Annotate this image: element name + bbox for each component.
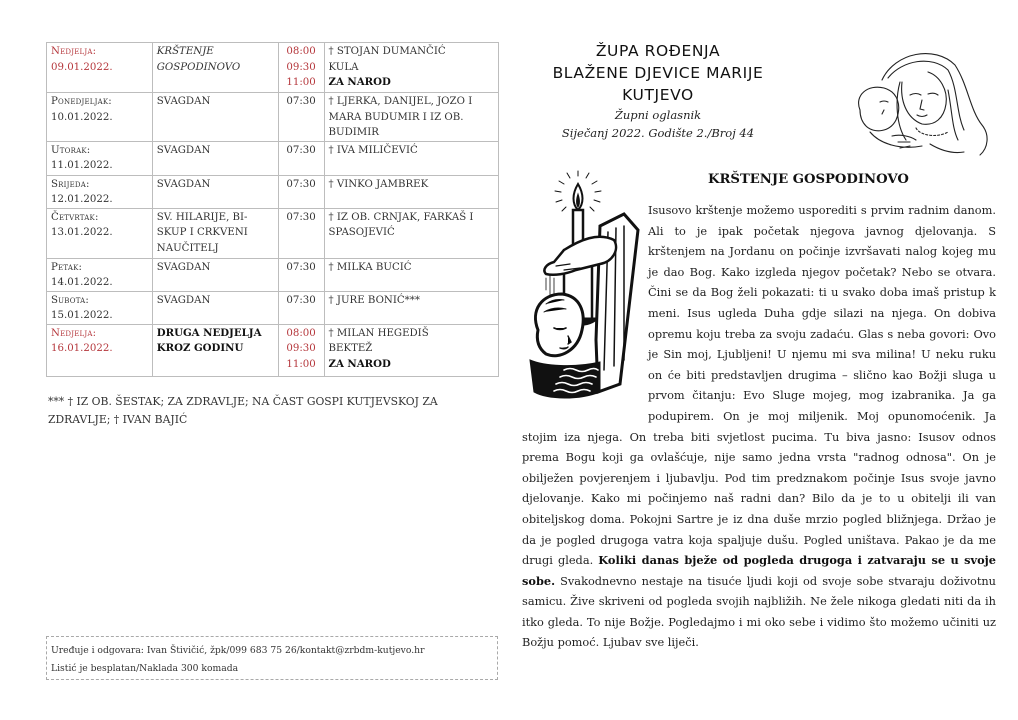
- feast-cell: [152, 291, 278, 324]
- intention-cell: [324, 324, 498, 376]
- feast-cell: [152, 43, 278, 93]
- mass-intention: BEKTEŽ: [328, 343, 373, 354]
- mass-intention: KULA: [328, 61, 359, 73]
- day-name: Subota:: [51, 294, 90, 306]
- schedule-row: [47, 324, 499, 376]
- mass-time: 11:00: [286, 358, 316, 370]
- time-cell: [278, 175, 324, 208]
- time-cell: [278, 141, 324, 175]
- day-name: Četvrtak:: [51, 211, 99, 223]
- imprint-box: [46, 636, 498, 680]
- intention-cell: [324, 141, 498, 175]
- schedule-row: [47, 175, 499, 208]
- day-date: 09.01.2022.: [51, 61, 113, 73]
- schedule-row: [47, 141, 499, 175]
- time-cell: [278, 208, 324, 258]
- day-cell: [47, 291, 153, 324]
- mass-time: 08:00: [286, 327, 316, 339]
- feast-line: SV. HILARIJE, BI-: [156, 211, 248, 223]
- feast-cell: [152, 141, 278, 175]
- feast-line: GOSPODINOVO: [156, 61, 241, 73]
- feast-line: SVAGDAN: [156, 144, 211, 156]
- day-cell: [47, 141, 153, 175]
- mass-intention: † MILAN HEGEDIŠ: [328, 327, 429, 339]
- mass-intention: † IVA MILIČEVIĆ: [328, 144, 418, 156]
- parish-name-line-2: BLAŽENE DJEVICE MARIJE: [552, 64, 764, 82]
- feast-line: SKUP I CRKVENI: [156, 227, 248, 238]
- day-date: 14.01.2022.: [51, 277, 113, 288]
- mass-intention: † IZ OB. CRNJAK, FARKAŠ I: [328, 211, 474, 223]
- feast-line: NAUČITELJ: [156, 242, 219, 254]
- mass-intention: † JURE BONIĆ***: [328, 294, 420, 306]
- feast-line: SVAGDAN: [156, 96, 211, 107]
- day-date: 10.01.2022.: [51, 111, 113, 123]
- mass-time: 07:30: [286, 294, 316, 306]
- mass-time: 07:30: [286, 261, 316, 273]
- day-name: Nedjelja:: [51, 46, 97, 57]
- mass-intention: † MILKA BUCIĆ: [328, 261, 412, 273]
- feast-line: SVAGDAN: [156, 261, 211, 273]
- schedule-row: [47, 93, 499, 142]
- feast-line: KROZ GODINU: [156, 342, 244, 354]
- mass-time: 07:30: [286, 211, 316, 223]
- day-date: 15.01.2022.: [51, 310, 113, 321]
- parish-name-line-1: ŽUPA ROĐENJA: [595, 42, 721, 60]
- mass-time: 09:30: [286, 61, 316, 73]
- mass-schedule-table: [46, 42, 499, 377]
- mass-time: 08:00: [286, 46, 316, 57]
- mass-intention: MARA BUDUMIR I IZ OB.: [328, 111, 464, 123]
- mass-intention: † VINKO JAMBREK: [328, 178, 429, 190]
- article-text-part-2: Svakodnevno nestaje na tisuće ljudi koji od svoje sobe stvaraju doživotnu samicu. Žive skriveni od pogleda svojih najbližih. Ne žele nikoga gledati niti da ih itko gleda. To nije Božje. Pogledajmo i mi oko sebe i vidimo što možemo učiniti uz Božju pomoć. Ljubav sve liječi.: [522, 573, 996, 650]
- schedule-row: [47, 291, 499, 324]
- bulletin-subtitle: Župni oglasnik: [614, 108, 702, 122]
- footnote: *** † IZ OB. ŠESTAK; ZA ZDRAVLJE; NA ČAST GOSPI KUTJEVSKOJ ZA ZDRAVLJE; † IVAN BAJIĆ: [48, 395, 438, 426]
- intention-cell: [324, 93, 498, 142]
- mass-intention: ZA NAROD: [328, 76, 391, 88]
- day-date: 11.01.2022.: [51, 160, 113, 171]
- schedule-row: [47, 43, 499, 93]
- time-cell: [278, 258, 324, 291]
- feast-cell: [152, 208, 278, 258]
- illustration-wrap-space: [522, 200, 648, 406]
- intention-cell: [324, 291, 498, 324]
- mass-intention: † STOJAN DUMANČIĆ: [328, 46, 446, 57]
- time-cell: [278, 291, 324, 324]
- day-cell: [47, 208, 153, 258]
- mass-intention: ZA NAROD: [328, 357, 391, 370]
- article-title: KRŠTENJE GOSPODINOVO: [708, 172, 909, 187]
- mass-intention: BUDIMIR: [328, 127, 379, 138]
- day-cell: [47, 43, 153, 93]
- schedule-row: [47, 258, 499, 291]
- day-cell: [47, 258, 153, 291]
- day-name: Ponedjeljak:: [51, 96, 112, 107]
- feast-line: DRUGA NEDJELJA: [156, 326, 262, 339]
- parish-name-line-3: KUTJEVO: [622, 86, 694, 104]
- feast-cell: [152, 175, 278, 208]
- imprint-print-run-line: Listić je besplatan/Naklada 300 komada: [51, 663, 239, 674]
- mass-time: 07:30: [286, 96, 316, 107]
- intention-cell: [324, 175, 498, 208]
- day-name: Nedjelja:: [51, 327, 97, 339]
- mass-time: 09:30: [286, 343, 316, 354]
- masthead: [540, 40, 776, 142]
- mass-time: 11:00: [286, 77, 316, 88]
- day-name: Utorak:: [51, 144, 91, 156]
- intention-cell: [324, 43, 498, 93]
- day-cell: [47, 324, 153, 376]
- feast-line: SVAGDAN: [156, 178, 211, 190]
- mass-schedule-body: [47, 43, 499, 377]
- day-date: 13.01.2022.: [51, 227, 113, 238]
- time-cell: [278, 93, 324, 142]
- intention-cell: [324, 258, 498, 291]
- madonna-and-child-illustration: [840, 40, 998, 160]
- day-cell: [47, 93, 153, 142]
- article-text-part-1: Isusovo krštenje možemo usporediti s prvim radnim danom. Ali to je ipak početak njegova javnog djelovanja. S krštenjem na Jordanu on počinje izvršavati nalog kojeg mu je dao Bog. Kako izgleda njegov početak? Nebo se otvara. Čini se da Bog želi pokazati: ti u svako doba imaš pristup k meni. Isus ugleda Duha gdje silazi na njega. On dobiva opremu koju treba za svoju zadaću. Glas s neba govori: Ovo je Sin moj, Ljubljeni! U njemu mi sva milina! U neku ruku on će biti predstavljen drugima – slično kao Božji sluga u prvom čitanju: Evo Sluge mojeg, mog izabranika. Ja ga podupirem. On je moj miljenik. Moj opunomoćenik. Ja stojim iza njega. On treba biti svjetlost pucima. Tu biva jasno: Isusov odnos prema Bogu koji ga ovlašćuje, nije samo jedna vrsta "radnog odnosa". On je obilježen povjerenjem i ljubavlju. Pod tim predznakom počinje Isus svoje javno djelovanje. Kako mi počinjemo naš radni dan? Bilo da je to u obitelji ili van obiteljskog doma. Pokojni Sartre je iz dna duše mrzio pogled bližnjega. Držao je da je pogled drugoga vatra koja spaljuje dušu. Pogled uništava. Pakao je da me drugi gleda.: [522, 203, 996, 568]
- mass-time: 07:30: [286, 178, 316, 190]
- schedule-row: [47, 208, 499, 258]
- time-cell: [278, 324, 324, 376]
- day-name: Petak:: [51, 261, 83, 273]
- day-cell: [47, 175, 153, 208]
- feast-cell: [152, 258, 278, 291]
- time-cell: [278, 43, 324, 93]
- mass-time: 07:30: [286, 144, 316, 156]
- mass-intention: SPASOJEVIĆ: [328, 227, 395, 238]
- mass-intention: † LJERKA, DANIJEL, JOZO I: [328, 96, 473, 107]
- feast-cell: [152, 93, 278, 142]
- feast-line: KRŠTENJE: [156, 46, 214, 57]
- day-name: Srijeda:: [51, 178, 90, 190]
- feast-line: SVAGDAN: [156, 294, 211, 306]
- article-bold-sentence: Koliki danas bježe od pogleda drugoga i zatvaraju se u svoje sobe.: [522, 553, 997, 588]
- day-date: 16.01.2022.: [51, 343, 113, 354]
- issue-info: Siječanj 2022. Godište 2./Broj 44: [561, 126, 755, 140]
- feast-cell: [152, 324, 278, 376]
- intention-cell: [324, 208, 498, 258]
- article-body: [522, 200, 996, 653]
- day-date: 12.01.2022.: [51, 194, 113, 205]
- imprint-editor-line: Uređuje i odgovara: Ivan Štivičić, žpk/099 683 75 26/kontakt@zrbdm-kutjevo.hr: [51, 645, 425, 656]
